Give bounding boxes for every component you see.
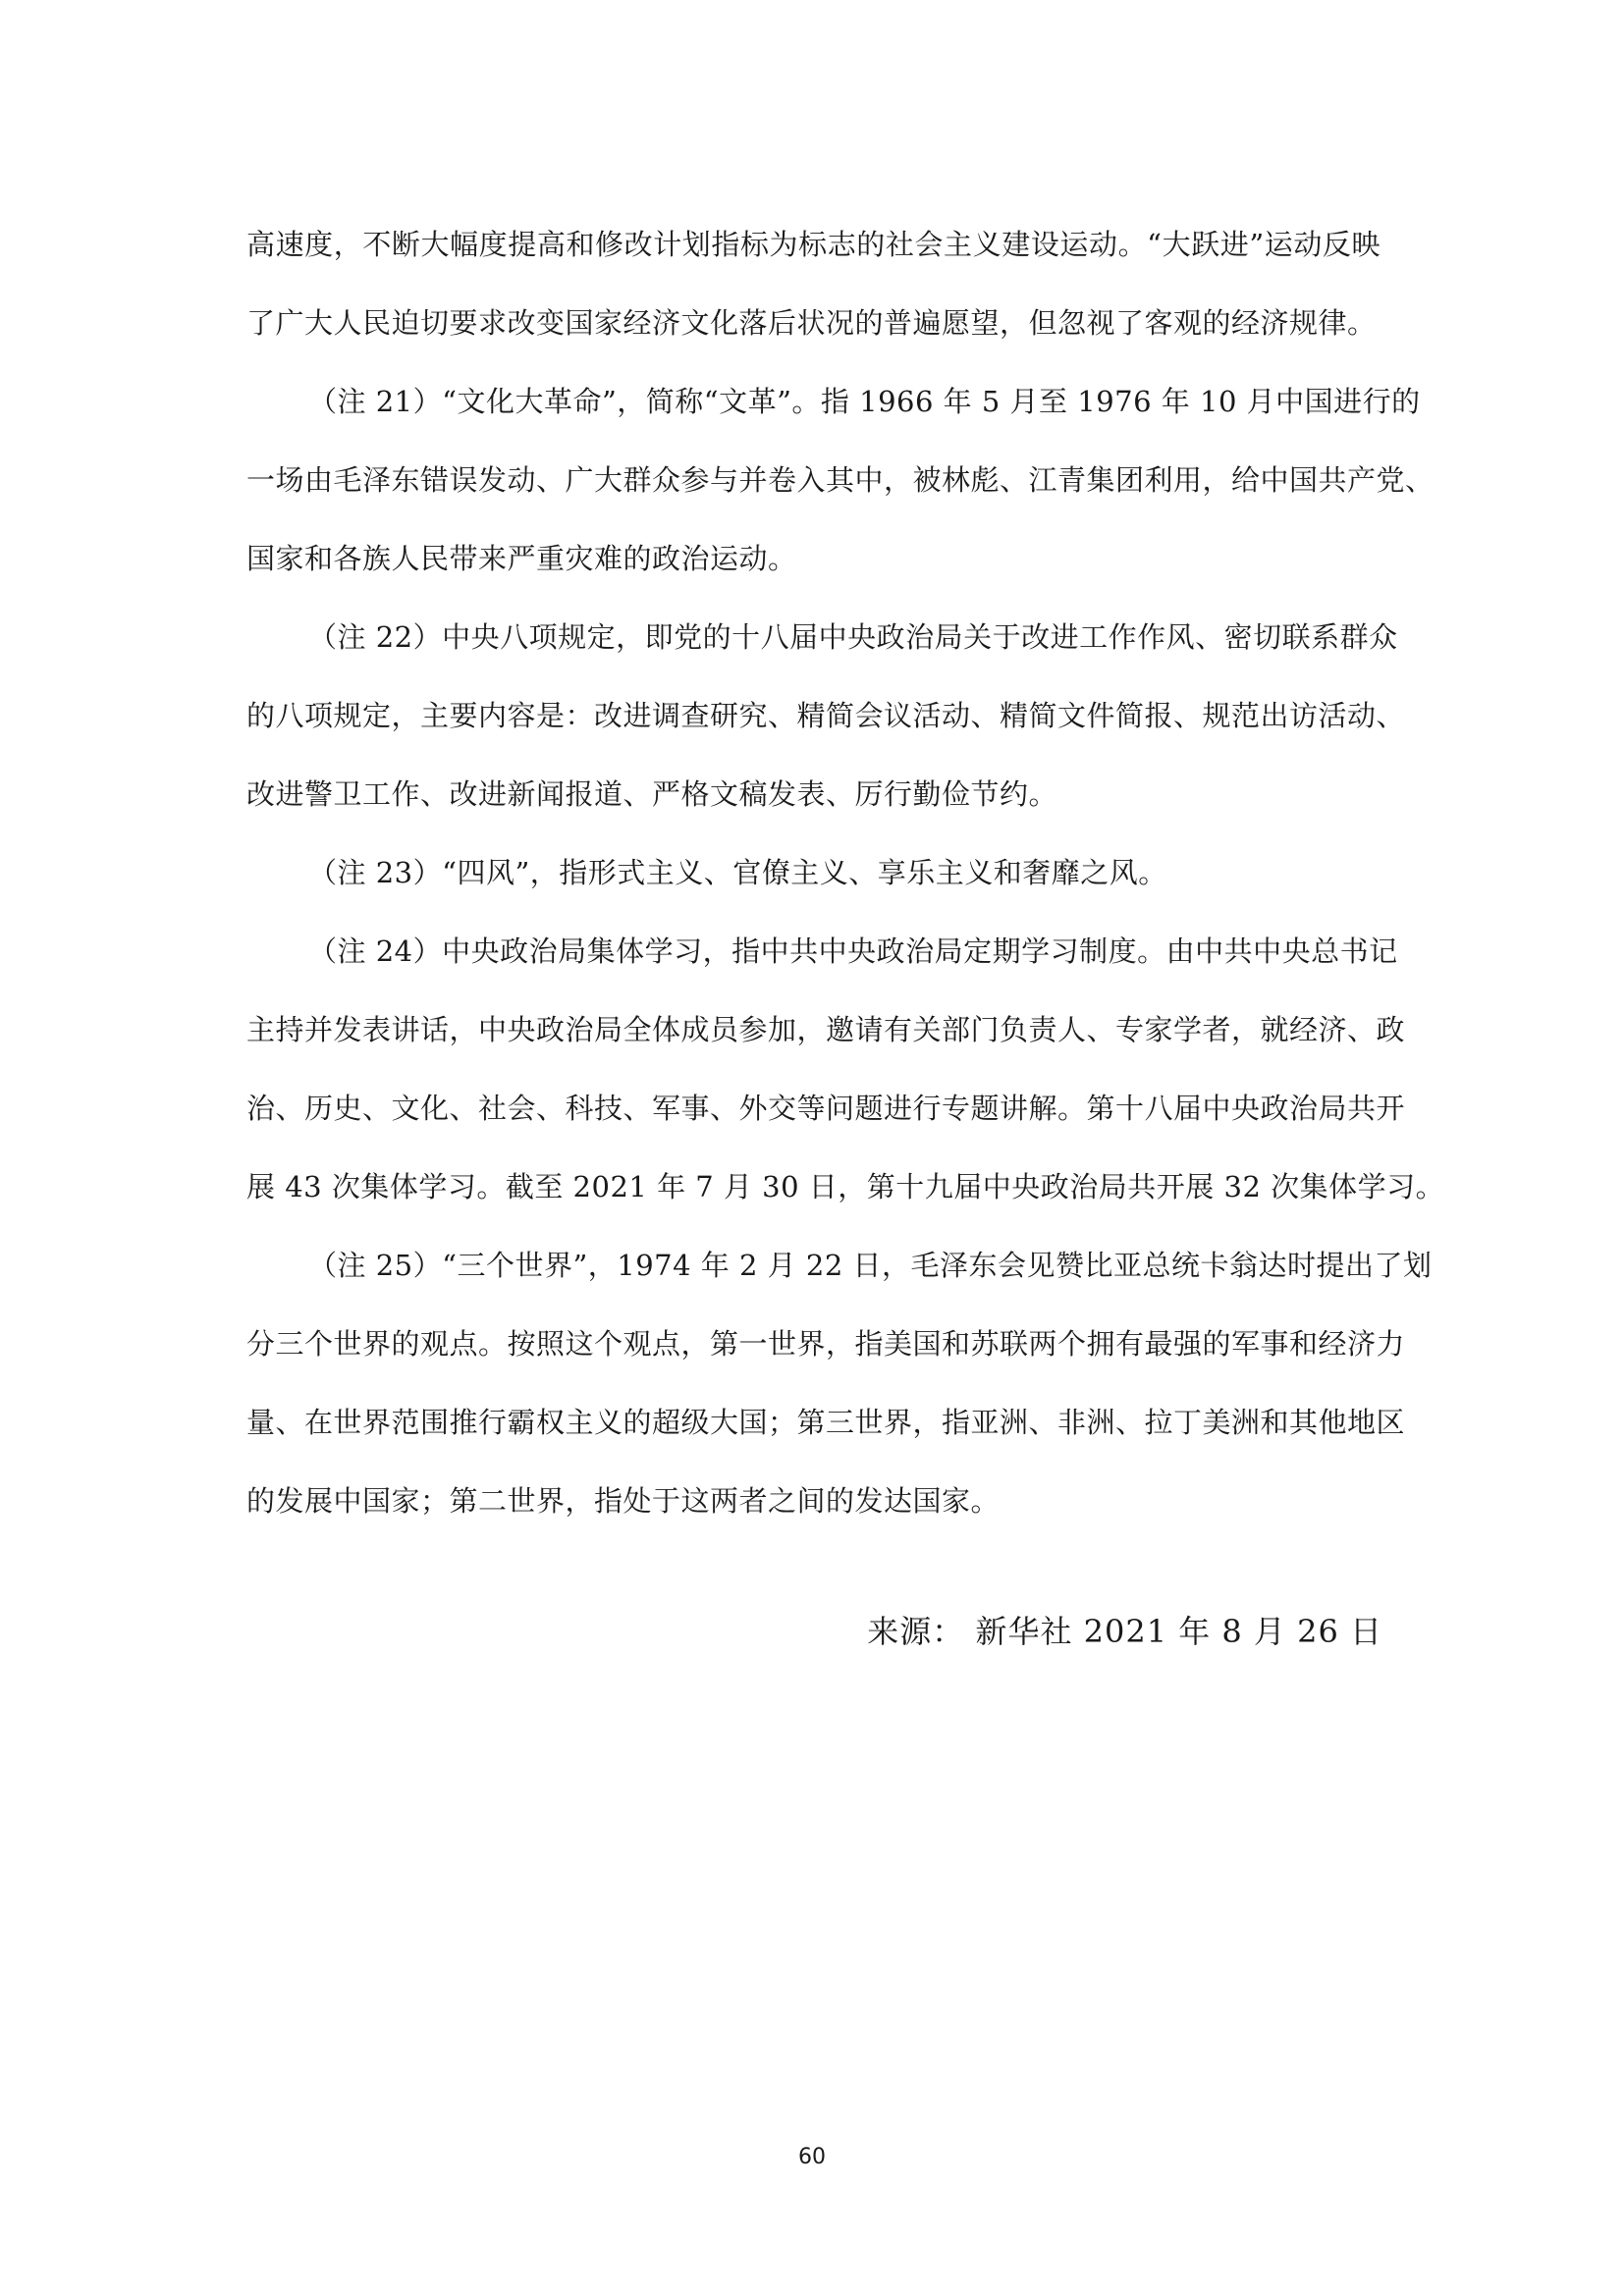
- text-line: 高速度，不断大幅度提高和修改计划指标为标志的社会主义建设运动。“大跃进”运动反映: [246, 228, 1380, 261]
- note-22-line: 的八项规定，主要内容是：改进调查研究、精简会议活动、精简文件简报、规范出访活动、: [246, 699, 1406, 732]
- text-line: 了广大人民迫切要求改变国家经济文化落后状况的普遍愿望，但忽视了客观的经济规律。: [246, 306, 1377, 340]
- note-22-line: 改进警卫工作、改进新闻报道、严格文稿发表、厉行勤俭节约。: [246, 777, 1058, 811]
- note-23-line: （注 23）“四风”，指形式主义、官僚主义、享乐主义和奢靡之风。: [308, 856, 1167, 889]
- note-25-line: 的发展中国家；第二世界，指处于这两者之间的发达国家。: [246, 1484, 1001, 1518]
- page-number: 60: [798, 2145, 826, 2169]
- source-attribution: 来源： 新华社 2021 年 8 月 26 日: [867, 1613, 1382, 1650]
- note-25-line: （注 25）“三个世界”，1974 年 2 月 22 日，毛泽东会见赞比亚总统卡翁达时提出了划: [308, 1249, 1433, 1282]
- note-21-line: （注 21）“文化大革命”，简称“文革”。指 1966 年 5 月至 1976 年 10 月中国进行的: [308, 385, 1421, 418]
- note-24-line: 主持并发表讲话，中央政治局全体成员参加，邀请有关部门负责人、专家学者，就经济、政: [246, 1013, 1406, 1046]
- note-24-line: 治、历史、文化、社会、科技、军事、外交等问题进行专题讲解。第十八届中央政治局共开: [246, 1092, 1406, 1125]
- note-21-line: 一场由毛泽东错误发动、广大群众参与并卷入其中，被林彪、江青集团利用，给中国共产党、: [246, 463, 1435, 497]
- note-24-line: （注 24）中央政治局集体学习，指中共中央政治局定期学习制度。由中共中央总书记: [308, 934, 1398, 968]
- note-21-line: 国家和各族人民带来严重灾难的政治运动。: [246, 542, 797, 575]
- note-22-line: （注 22）中央八项规定，即党的十八届中央政治局关于改进工作作风、密切联系群众: [308, 620, 1398, 654]
- note-25-line: 量、在世界范围推行霸权主义的超级大国；第三世界，指亚洲、非洲、拉丁美洲和其他地区: [246, 1406, 1406, 1439]
- note-24-line: 展 43 次集体学习。截至 2021 年 7 月 30 日，第十九届中央政治局共开展 32 次集体学习。: [246, 1170, 1445, 1203]
- note-25-line: 分三个世界的观点。按照这个观点，第一世界，指美国和苏联两个拥有最强的军事和经济力: [246, 1327, 1406, 1361]
